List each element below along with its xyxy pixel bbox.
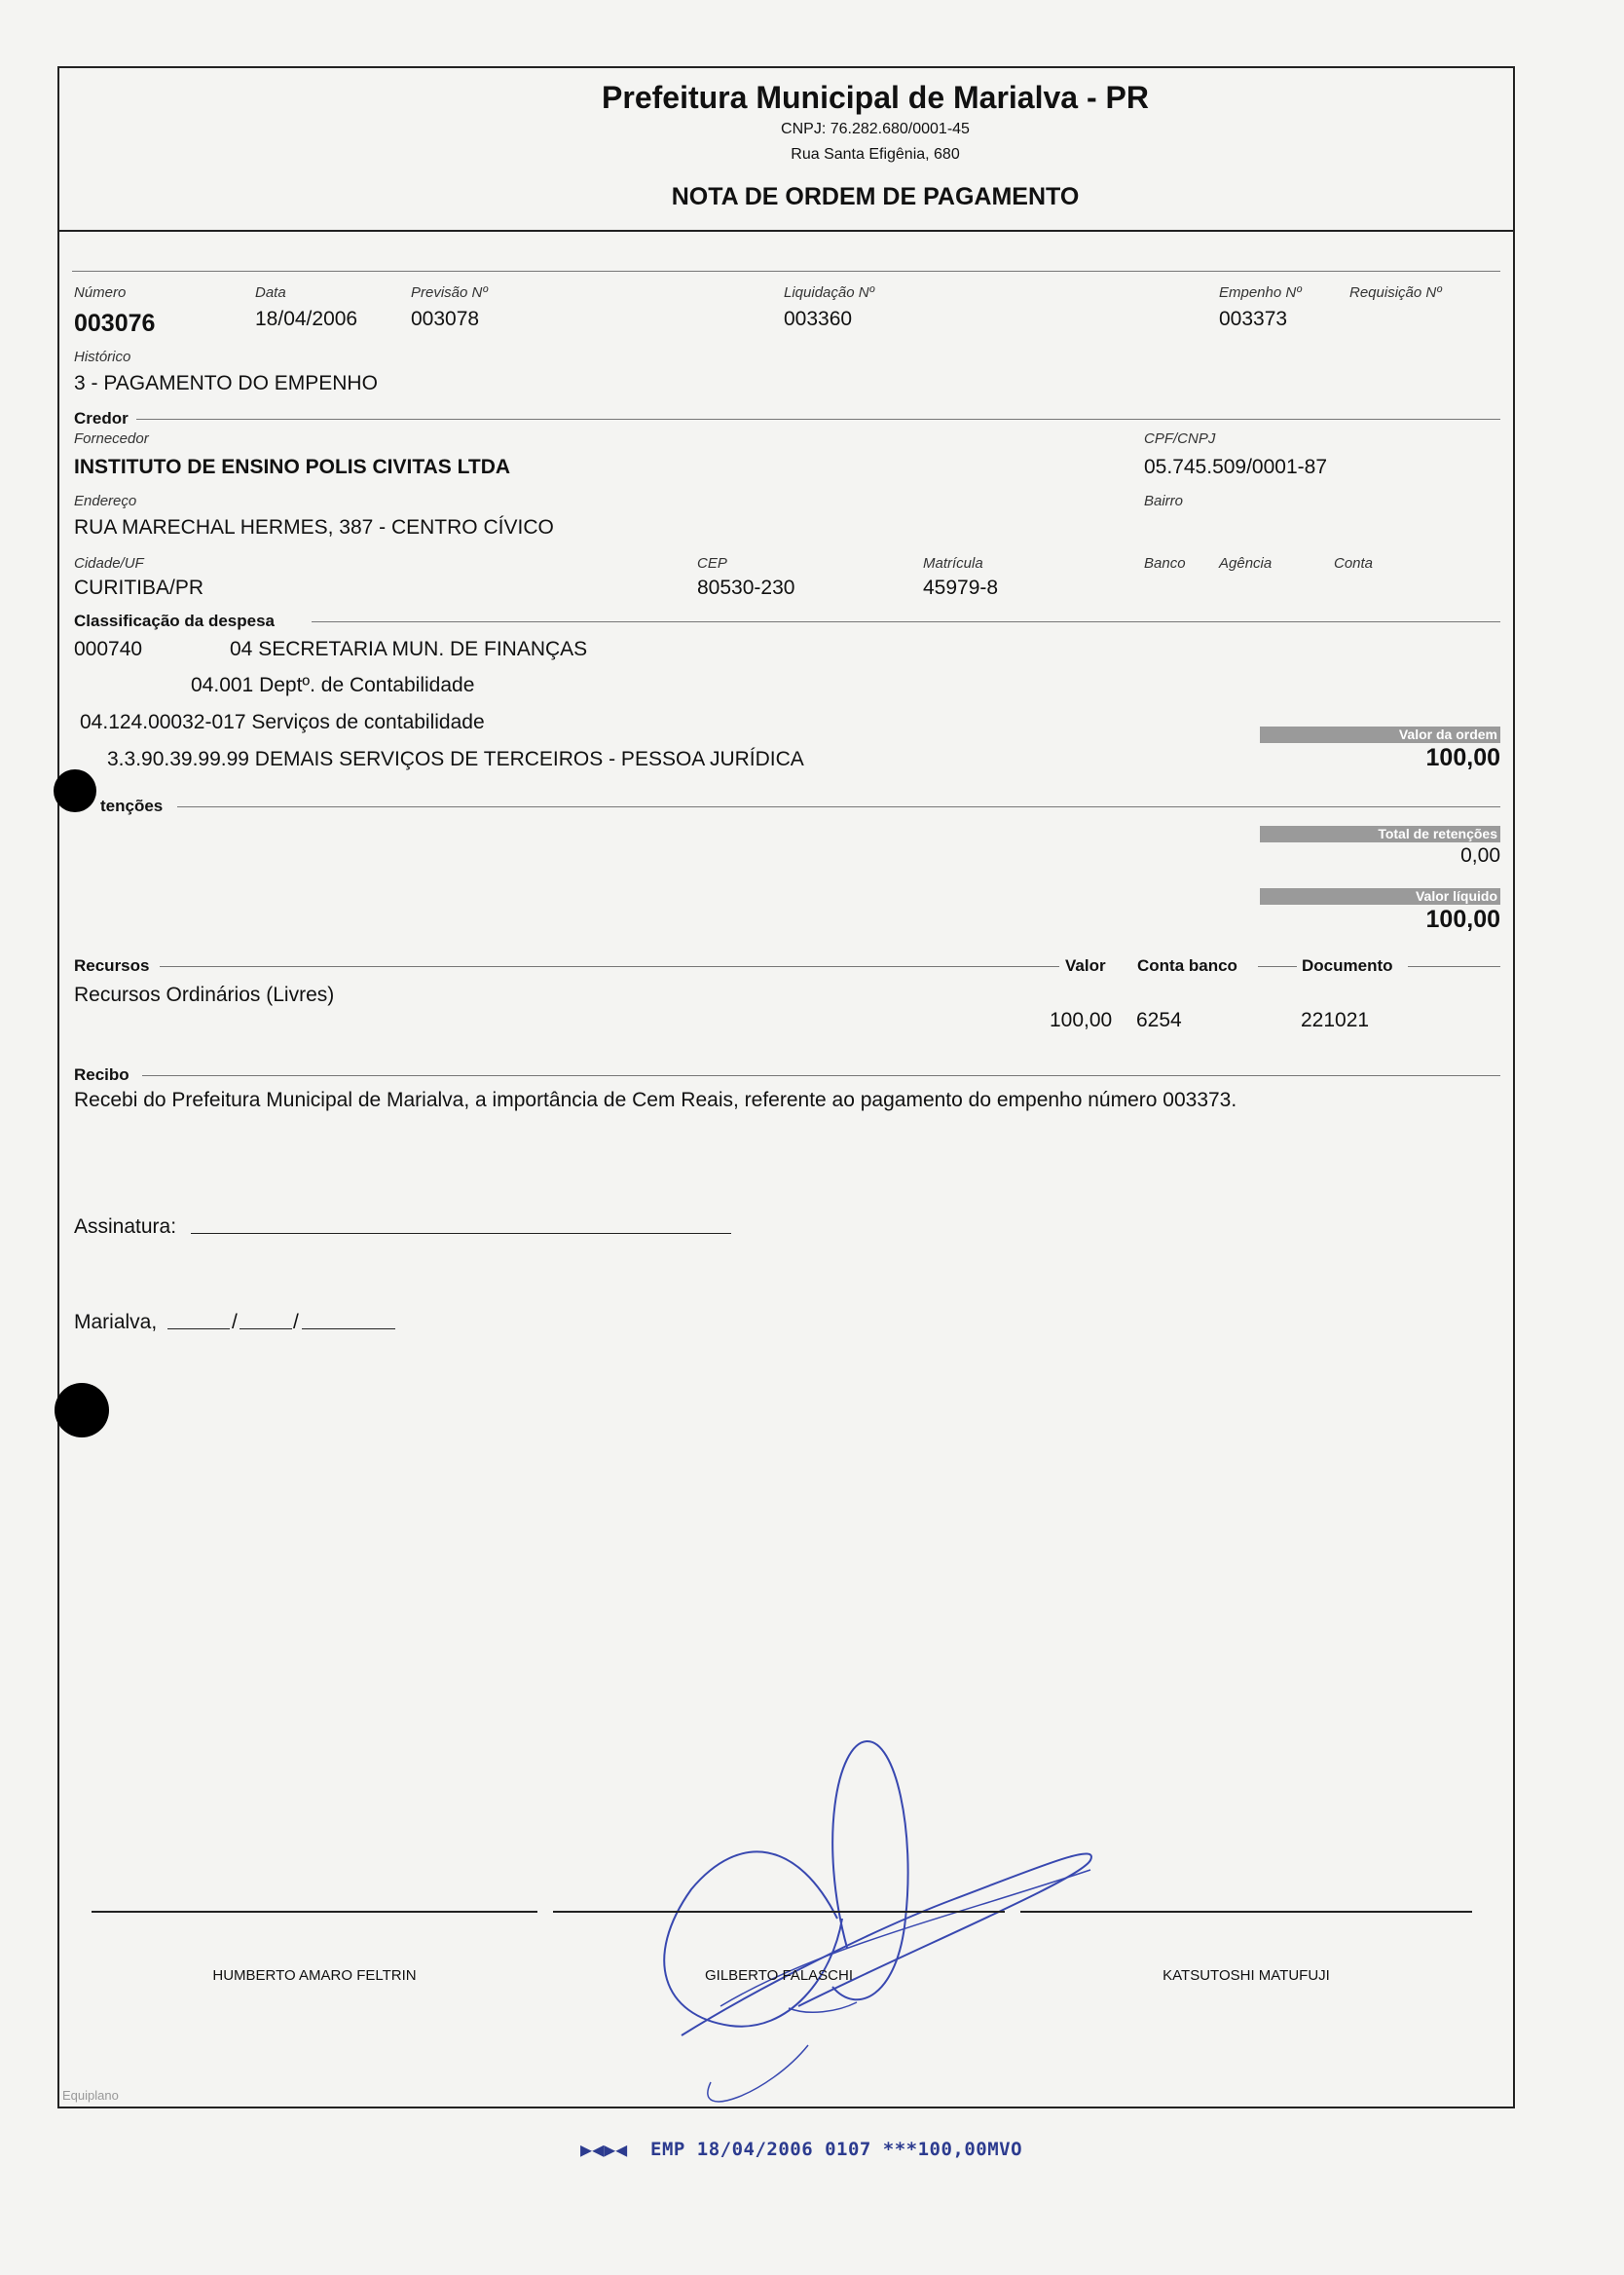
recibo-section-title: Recibo (74, 1065, 129, 1084)
assinatura-label: Assinatura: (74, 1215, 177, 1238)
recursos-conta: 6254 (1136, 1009, 1182, 1031)
valor-ordem-value: 100,00 (1425, 744, 1500, 771)
credor-section-title: Credor (74, 409, 129, 428)
software-label: Equiplano (62, 2088, 119, 2103)
historico-value: 3 - PAGAMENTO DO EMPENHO (74, 372, 378, 394)
punch-hole-mark (54, 769, 96, 812)
signature-line-2 (553, 1911, 1005, 1913)
authentication-stamp: EMP 18/04/2006 0107 ***100,00MVO (650, 2139, 1023, 2160)
recursos-rule (160, 966, 1059, 967)
retencoes-section-title: tenções (100, 797, 164, 815)
agencia-label: Agência (1219, 555, 1273, 572)
matricula-label: Matrícula (923, 555, 983, 572)
previsao-value: 003078 (411, 308, 480, 330)
date-day-line (167, 1328, 230, 1329)
date-month-line (240, 1328, 292, 1329)
empenho-value: 003373 (1219, 308, 1288, 330)
recursos-valor: 100,00 (1050, 1009, 1113, 1031)
liquidacao-label: Liquidação Nº (784, 284, 875, 301)
credor-rule (136, 419, 1500, 420)
classificacao-rule (312, 621, 1500, 622)
date-separator-1: / (232, 1311, 238, 1333)
date-year-line (302, 1328, 395, 1329)
recursos-rule-2 (1258, 966, 1297, 967)
signatory-3: KATSUTOSHI MATUFUJI (1163, 1967, 1330, 1984)
recibo-text: Recebi do Prefeitura Municipal de Marialva, a importância de Cem Reais, referente ao pagamento do empenho número 003373. (74, 1089, 1237, 1111)
requisicao-label: Requisição Nº (1349, 284, 1442, 301)
signature-line-1 (92, 1911, 537, 1913)
valor-liquido-value: 100,00 (1425, 906, 1500, 933)
valor-liquido-label: Valor líquido (1260, 888, 1500, 905)
total-retencoes-label: Total de retenções (1260, 826, 1500, 842)
cpf-cnpj-value: 05.745.509/0001-87 (1144, 456, 1328, 478)
classificacao-section-title: Classificação da despesa (74, 612, 276, 630)
date-separator-2: / (293, 1311, 299, 1333)
cep-value: 80530-230 (697, 577, 795, 599)
handwritten-signature (623, 1724, 1129, 2133)
historico-label: Histórico (74, 349, 131, 365)
signatory-2: GILBERTO FALASCHI (705, 1967, 853, 1984)
numero-value: 003076 (74, 310, 156, 337)
recursos-section-title: Recursos (74, 956, 150, 975)
retencoes-rule (177, 806, 1500, 807)
local-label: Marialva, (74, 1311, 158, 1333)
classificacao-line3: 04.124.00032-017 Serviços de contabilidade (80, 711, 485, 733)
recursos-rule-3 (1408, 966, 1500, 967)
data-value: 18/04/2006 (255, 308, 358, 330)
numero-label: Número (74, 284, 127, 301)
empenho-label: Empenho Nº (1219, 284, 1302, 301)
fornecedor-value: INSTITUTO DE ENSINO POLIS CIVITAS LTDA (74, 456, 511, 478)
classificacao-code: 000740 (74, 638, 143, 660)
signatory-1: HUMBERTO AMARO FELTRIN (212, 1967, 417, 1984)
recursos-valor-header: Valor (1065, 956, 1106, 975)
recursos-descricao: Recursos Ordinários (Livres) (74, 984, 335, 1006)
classificacao-line4: 3.3.90.39.99.99 DEMAIS SERVIÇOS DE TERCEIROS - PESSOA JURÍDICA (107, 748, 804, 770)
cidade-label: Cidade/UF (74, 555, 144, 572)
recursos-documento: 221021 (1301, 1009, 1370, 1031)
banco-label: Banco (1144, 555, 1186, 572)
fornecedor-label: Fornecedor (74, 430, 149, 447)
cidade-value: CURITIBA/PR (74, 577, 204, 599)
cep-label: CEP (697, 555, 727, 572)
classificacao-line2: 04.001 Deptº. de Contabilidade (191, 674, 475, 696)
recursos-documento-header: Documento (1302, 956, 1393, 975)
bank-logo-icon: ▶◀▶◀ (580, 2138, 628, 2161)
cpf-cnpj-label: CPF/CNPJ (1144, 430, 1216, 447)
previsao-label: Previsão Nº (411, 284, 488, 301)
total-retencoes-value: 0,00 (1460, 844, 1500, 867)
endereco-value: RUA MARECHAL HERMES, 387 - CENTRO CÍVICO (74, 516, 554, 539)
punch-hole-mark (55, 1383, 109, 1437)
recursos-conta-header: Conta banco (1137, 956, 1237, 975)
signature-line-3 (1020, 1911, 1472, 1913)
header-subdivider (72, 271, 1500, 272)
header-address: Rua Santa Efigênia, 680 (791, 146, 960, 163)
conta-label: Conta (1334, 555, 1374, 572)
endereco-label: Endereço (74, 493, 137, 509)
valor-ordem-label: Valor da ordem (1260, 727, 1500, 743)
header-cnpj: CNPJ: 76.282.680/0001-45 (781, 121, 970, 137)
liquidacao-value: 003360 (784, 308, 853, 330)
document-type-title: NOTA DE ORDEM DE PAGAMENTO (671, 183, 1080, 210)
matricula-value: 45979-8 (923, 577, 999, 599)
bairro-label: Bairro (1144, 493, 1184, 509)
page-title: Prefeitura Municipal de Marialva - PR (602, 80, 1149, 115)
data-label: Data (255, 284, 286, 301)
classificacao-line1: 04 SECRETARIA MUN. DE FINANÇAS (230, 638, 588, 660)
recibo-rule (142, 1075, 1500, 1076)
header-divider (57, 230, 1515, 232)
assinatura-line (191, 1233, 731, 1234)
